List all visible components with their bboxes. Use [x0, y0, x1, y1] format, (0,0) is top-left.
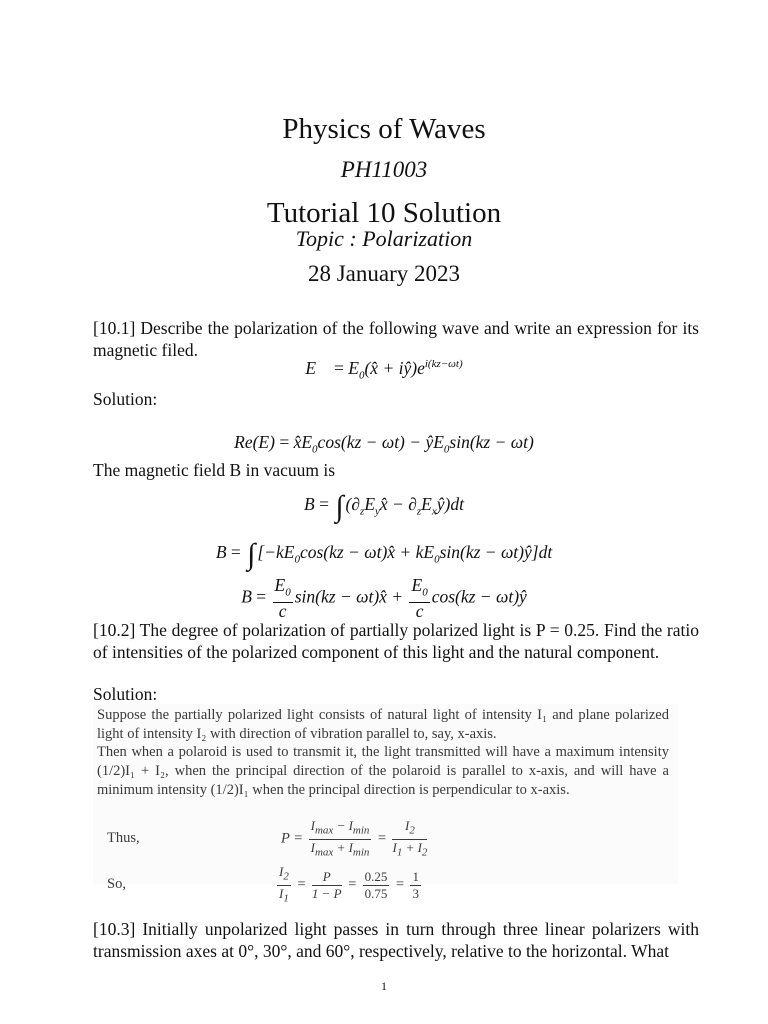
- equation-b-integral: B = ∫ ($\partial_zE_yx̂$ − $\partial_zE_xŷ)dt$: [304, 490, 464, 523]
- scan-thus-label: Thus,: [107, 830, 140, 846]
- equation-real-part: $Re(E) = x̂E_0\cos(kz - \omega t)$ − $ŷE_0\sin(kz - \omega t)$: [234, 432, 534, 456]
- question-10-1: [10.1] Describe the polarization of the following wave and write an expression for its magnetic filed.: [93, 318, 699, 360]
- equation-b-expanded: B = ∫ [$-kE_0\cos(kz$ − ωt)x̂ + $kE_0\sin(kz$ − ωt)ŷ]dt: [215, 538, 553, 571]
- scan-paragraph-2: Then when a polaroid is used to transmit it, the light transmitted will have a maximum intensity (1/2)I₁ + I₂, when the principal direction of the polaroid is parallel to x-axis, and will have a minimum intensity (1/2)I₁ when the principal direction is perpendicular to x-axis.: [97, 744, 669, 798]
- scanned-solution-image: [93, 704, 678, 905]
- page-number: 1: [381, 979, 387, 993]
- equation-electric-field: E⃗ = $E_0(x̂$ + $iŷ)e^{i(kz-\omega t)}$: [305, 358, 463, 382]
- course-code: PH11003: [340, 157, 428, 182]
- document-date: 28 January 2023: [307, 261, 461, 286]
- solution-label-2: Solution:: [93, 684, 158, 704]
- scan-equation-p: P = $\frac{I_{max} - I_{min}}{I_{max} + I_{min}}$ = $\frac{I_2}{I_1 + I_2}$: [281, 818, 428, 859]
- magnetic-field-text: The magnetic field B in vacuum is: [93, 460, 336, 480]
- scan-so-label: So,: [107, 876, 126, 892]
- question-10-2: [10.2] The degree of polarization of partially polarized light is P = 0.25. Find the ratio of intensities of the polarized component of this light and the natural component.: [93, 620, 699, 662]
- scan-equation-ratio: $\frac{I_2}{I_1}$ = $\frac{P}{1 - P}$ = $\frac{0.25}{0.75}$ = $\frac{1}{3}$: [279, 864, 419, 905]
- question-10-3: [10.3] Initially unpolarized light passes in turn through three linear polarizers with transmission axes at 0°, 30°, and 60°, respectively, relative to the horizontal. What: [93, 919, 699, 961]
- equation-b-result: B = $\frac{E_0}{c}$ sin(kz − ωt)x̂ + $\frac{E_0}{c}$ cos(kz − ωt)ŷ: [241, 575, 527, 621]
- scan-paragraph-1: Suppose the partially polarized light consists of natural light of intensity I₁ and plane polarized light of intensity I₂ with direction of vibration parallel to, say, x-axis.: [97, 707, 669, 742]
- document-title: Physics of Waves: [282, 113, 486, 145]
- tutorial-title: Tutorial 10 Solution: [266, 197, 502, 229]
- topic-line: Topic : Polarization: [295, 226, 473, 251]
- solution-label-1: Solution:: [93, 389, 158, 409]
